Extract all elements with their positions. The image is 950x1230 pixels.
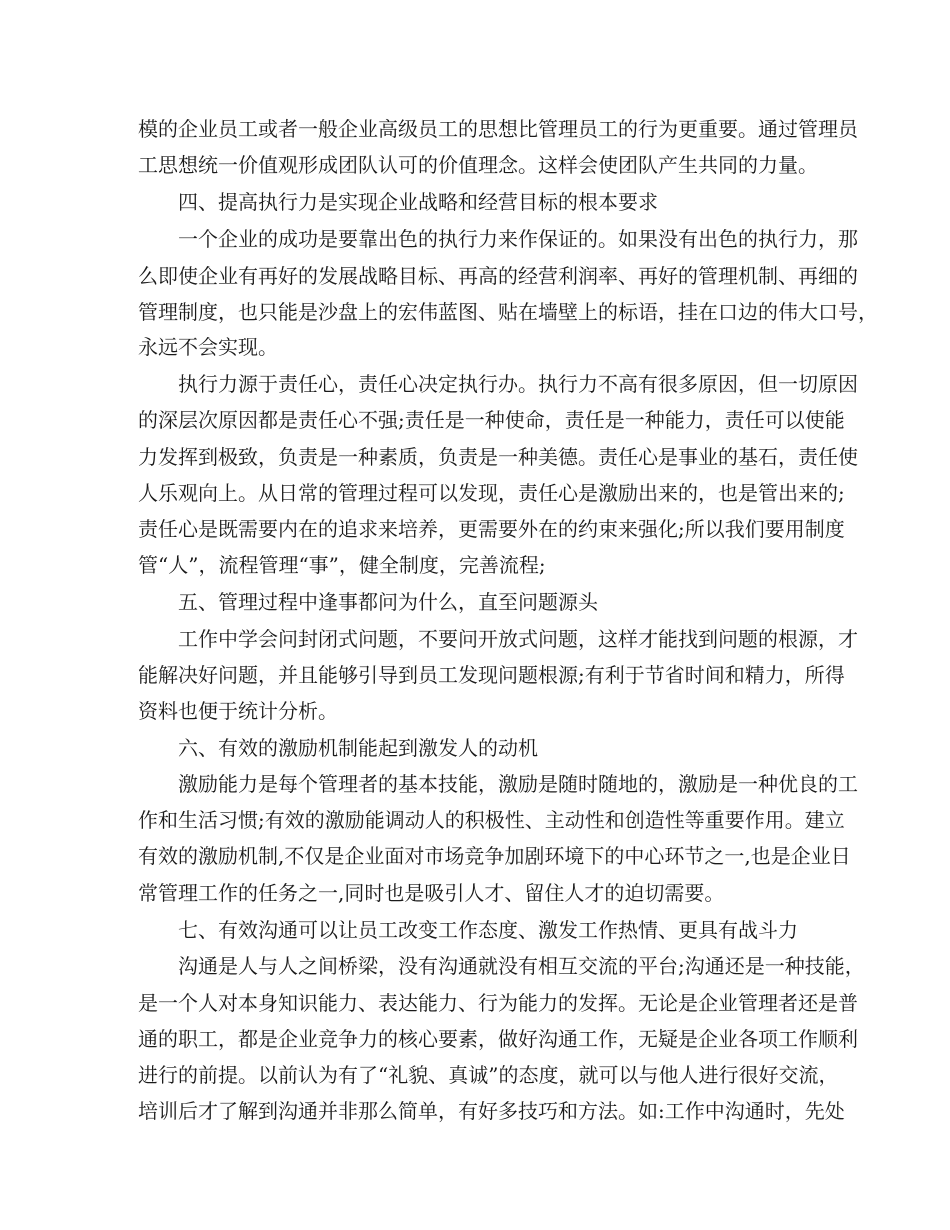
body-line: 人乐观向上。从日常的管理过程可以发现，责任心是激励出来的，也是管出来的; xyxy=(138,481,845,505)
body-line: 有效的激励机制,不仅是企业面对市场竞争加剧环境下的中心环节之一,也是企业日 xyxy=(138,844,851,868)
body-line: 是一个人对本身知识能力、表达能力、行为能力的发挥。无论是企业管理者还是普 xyxy=(138,991,858,1015)
body-line: 执行力源于责任心，责任心决定执行办。执行力不高有很多原因，但一切原因 xyxy=(178,372,858,396)
body-line: 资料也便于统计分析。 xyxy=(138,699,338,723)
body-line: 的深层次原因都是责任心不强;责任是一种使命，责任是一种能力，责任可以使能 xyxy=(138,408,845,432)
body-line: 作和生活习惯;有效的激励能调动人的积极性、主动性和创造性等重要作用。建立 xyxy=(138,808,845,832)
section-heading: 六、有效的激励机制能起到激发人的动机 xyxy=(178,736,538,760)
body-line: 模的企业员工或者一般企业高级员工的思想比管理员工的行为更重要。通过管理员 xyxy=(138,117,858,141)
body-line: 沟通是人与人之间桥梁，没有沟通就没有相互交流的平台;沟通还是一种技能， xyxy=(178,954,865,978)
body-line: 常管理工作的任务之一,同时也是吸引人才、留住人才的迫切需要。 xyxy=(138,881,725,905)
body-line: 永远不会实现。 xyxy=(138,335,278,359)
body-line: 进行的前提。以前认为有了“礼貌、真诚”的态度，就可以与他人进行很好交流， xyxy=(138,1063,839,1087)
body-line: 工作中学会问封闭式问题，不要问开放式问题，这样才能找到问题的根源，才 xyxy=(178,627,858,651)
body-line: 么即使企业有再好的发展战略目标、再高的经营利润率、再好的管理机制、再细的 xyxy=(138,264,858,288)
body-line: 工思想统一价值观形成团队认可的价值理念。这样会使团队产生共同的力量。 xyxy=(138,153,818,177)
body-line: 通的职工，都是企业竞争力的核心要素，做好沟通工作，无疑是企业各项工作顺利 xyxy=(138,1027,858,1051)
body-line: 培训后才了解到沟通并非那么简单，有好多技巧和方法。如:工作中沟通时，先处 xyxy=(138,1099,845,1123)
body-line: 责任心是既需要内在的追求来培养，更需要外在的约束来强化;所以我们要用制度 xyxy=(138,517,845,541)
body-line: 一个企业的成功是要靠出色的执行力来作保证的。如果没有出色的执行力，那 xyxy=(178,227,858,251)
body-line: 力发挥到极致，负责是一种素质，负责是一种美德。责任心是事业的基石，责任使 xyxy=(138,445,858,469)
body-line: 管“人”，流程管理“事”，健全制度，完善流程; xyxy=(138,553,546,577)
body-line: 管理制度，也只能是沙盘上的宏伟蓝图、贴在墙壁上的标语，挂在口边的伟大口号， xyxy=(138,300,878,324)
body-line: 能解决好问题，并且能够引导到员工发现问题根源;有利于节省时间和精力，所得 xyxy=(138,663,845,687)
section-heading: 四、提高执行力是实现企业战略和经营目标的根本要求 xyxy=(178,190,658,214)
section-heading: 五、管理过程中逢事都问为什么，直至问题源头 xyxy=(178,590,598,614)
body-line: 激励能力是每个管理者的基本技能，激励是随时随地的，激励是一种优良的工 xyxy=(178,772,858,796)
section-heading: 七、有效沟通可以让员工改变工作态度、激发工作热情、更具有战斗力 xyxy=(178,918,798,942)
